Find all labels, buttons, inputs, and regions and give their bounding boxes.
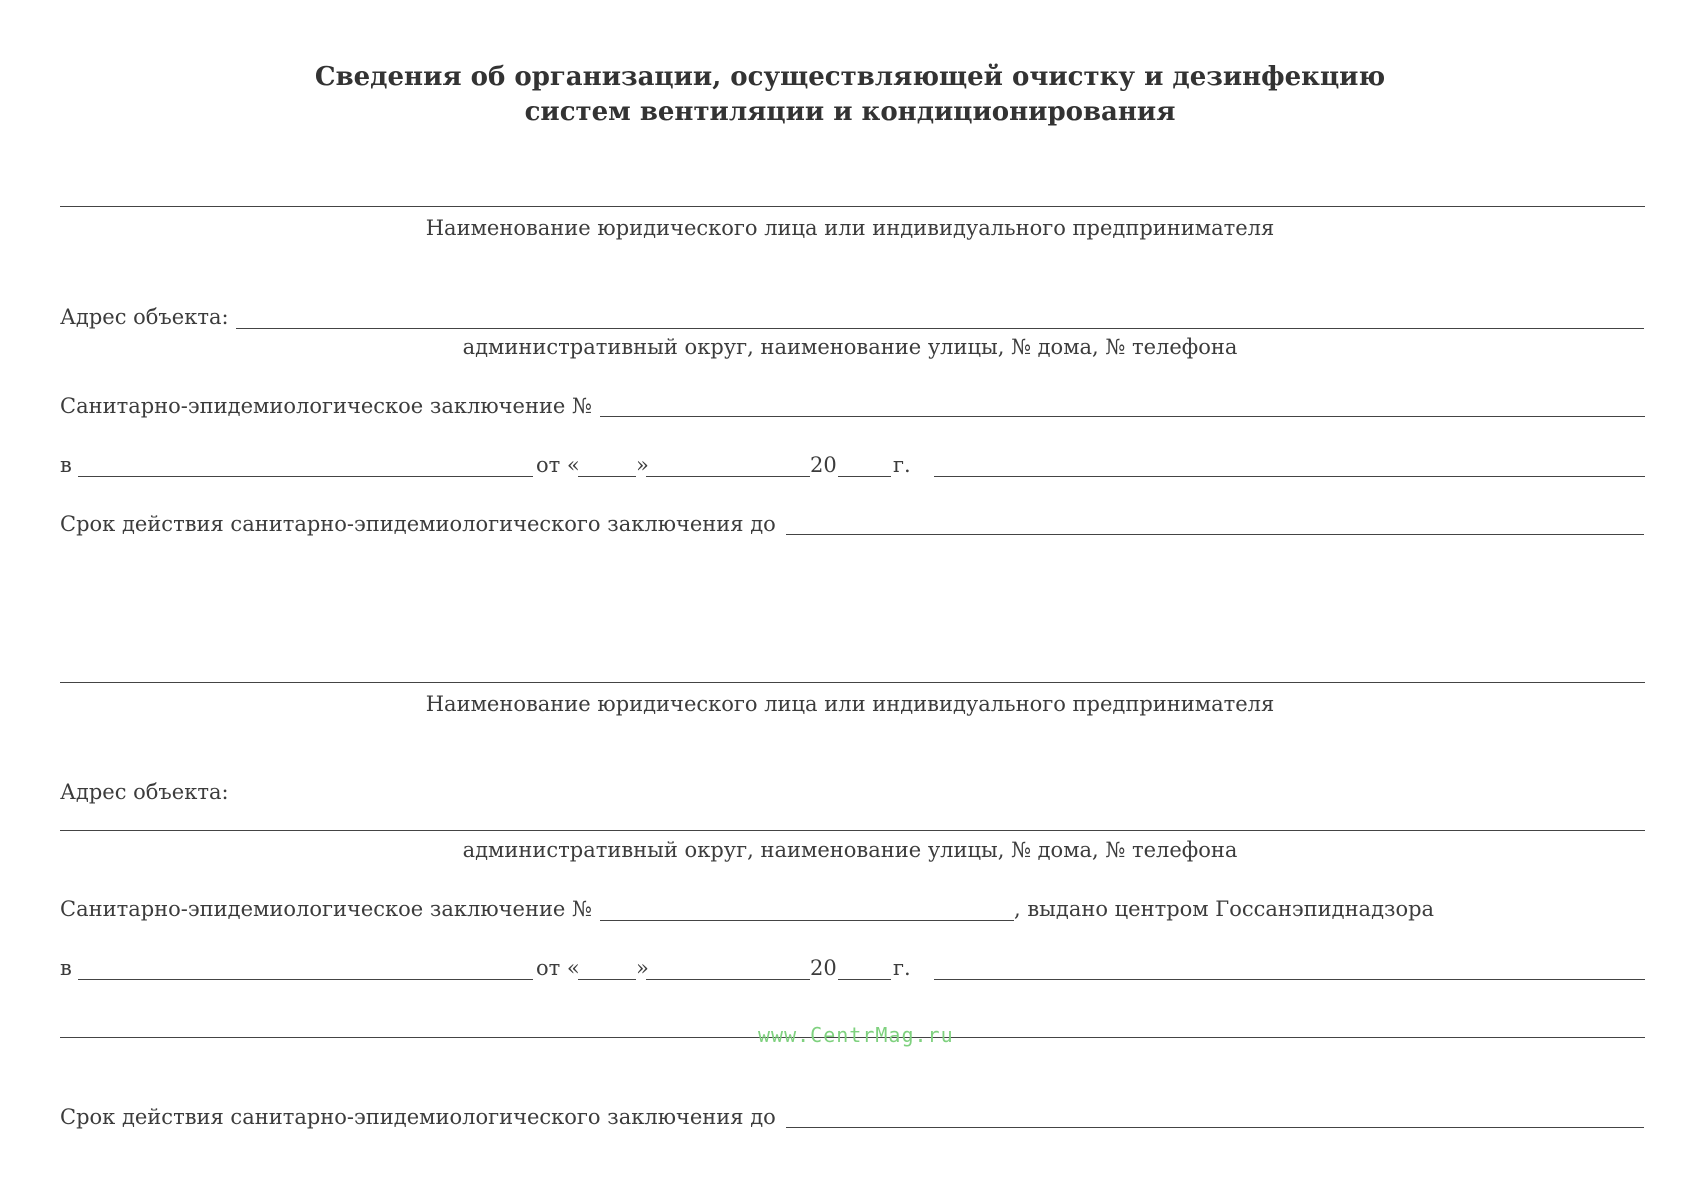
address-caption-1: административный округ, наименование улицы, № дома, № телефона (462, 335, 1238, 359)
from-label-1: от « (536, 453, 580, 477)
org-name-field-2[interactable] (60, 682, 1645, 683)
year-suffix-1: г. (893, 453, 911, 477)
address-label-2: Адрес объекта: (60, 780, 229, 804)
in-label-2: в (60, 956, 72, 980)
year-prefix-2: 20 (810, 956, 837, 980)
address-caption-2: административный округ, наименование улицы, № дома, № телефона (462, 838, 1238, 862)
extra-field-1[interactable] (934, 476, 1645, 477)
year-field-1[interactable] (838, 476, 891, 477)
day-field-1[interactable] (578, 476, 636, 477)
form-title-line-1: Сведения об организации, осуществляющей очистку и дезинфекцию (314, 62, 1386, 92)
year-prefix-1: 20 (810, 453, 837, 477)
form-title-line-2: систем вентиляции и кондиционирования (524, 97, 1176, 127)
from-close-2: » (636, 956, 649, 980)
org-name-caption-2: Наименование юридического лица или индивидуального предпринимателя (425, 692, 1275, 716)
issued-by-label-2: , выдано центром Госсанэпиднадзора (1014, 897, 1435, 921)
extra-field-2[interactable] (934, 979, 1645, 980)
issuer-field-2[interactable] (78, 979, 533, 980)
from-label-2: от « (536, 956, 580, 980)
day-field-2[interactable] (578, 979, 636, 980)
month-field-1[interactable] (646, 476, 810, 477)
validity-label-1: Срок действия санитарно-эпидемиологического заключения до (60, 512, 776, 536)
conclusion-number-field-2[interactable] (600, 920, 1014, 921)
year-suffix-2: г. (893, 956, 911, 980)
org-name-caption-1: Наименование юридического лица или индивидуального предпринимателя (425, 216, 1275, 240)
validity-date-field-1[interactable] (786, 534, 1644, 535)
address-field-2[interactable] (60, 830, 1645, 831)
org-name-field-1[interactable] (60, 206, 1645, 207)
address-label-1: Адрес объекта: (60, 305, 229, 329)
conclusion-label-1: Санитарно-эпидемиологическое заключение № (60, 394, 592, 418)
conclusion-number-field-1[interactable] (600, 416, 1645, 417)
conclusion-label-2: Санитарно-эпидемиологическое заключение № (60, 897, 592, 921)
address-field-1[interactable] (236, 328, 1644, 329)
validity-label-2: Срок действия санитарно-эпидемиологического заключения до (60, 1105, 776, 1129)
issuer-field-1[interactable] (78, 476, 533, 477)
validity-date-field-2[interactable] (786, 1127, 1644, 1128)
month-field-2[interactable] (646, 979, 810, 980)
from-close-1: » (636, 453, 649, 477)
in-label-1: в (60, 453, 72, 477)
year-field-2[interactable] (838, 979, 891, 980)
watermark-text: www.CentrMag.ru (758, 1023, 954, 1047)
